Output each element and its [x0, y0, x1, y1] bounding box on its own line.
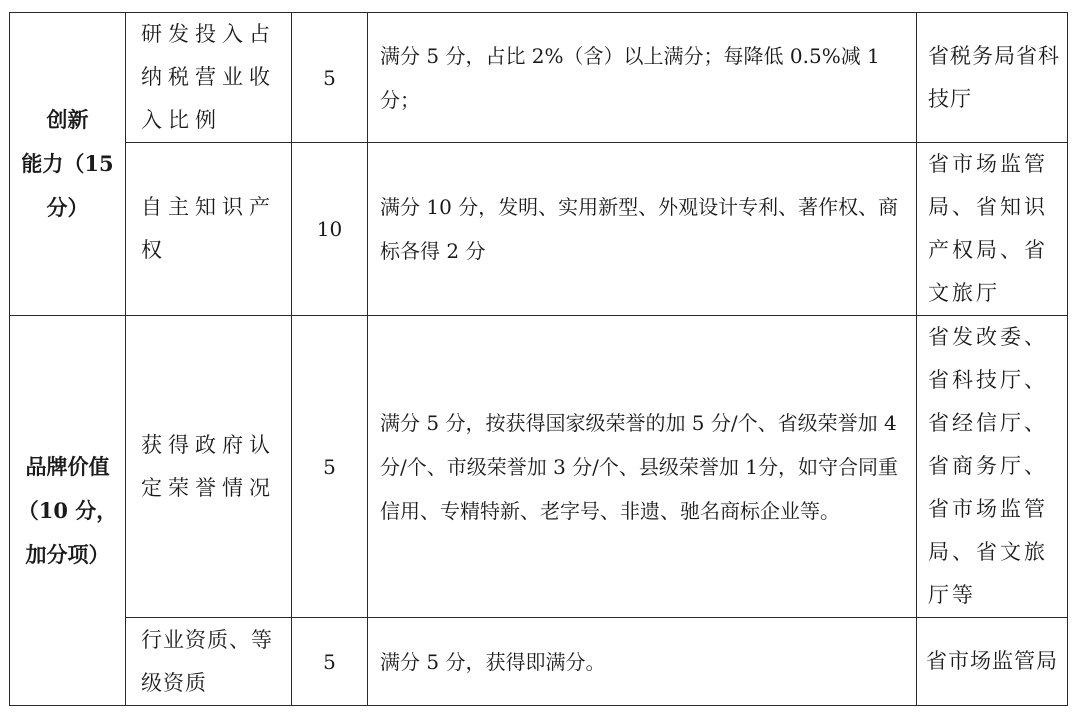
score-cell: 5 — [292, 13, 368, 143]
item-cell: 获得政府认定荣誉情况 — [126, 316, 292, 618]
item-cell: 自主知识产权 — [126, 143, 292, 316]
dept-cell: 省市场监管局 — [917, 618, 1068, 706]
table-row — [10, 618, 1068, 706]
dept-cell: 省市场监管局、省知识产权局、省文旅厅 — [917, 143, 1068, 316]
rule-cell: 满分 5 分，占比 2%（含）以上满分；每降低 0.5%减 1 分； — [368, 13, 917, 143]
category-cell — [10, 316, 126, 706]
dept-cell: 省发改委、省科技厅、省经信厅、省商务厅、省市场监管局、省文旅厅等 — [917, 316, 1068, 618]
category-line: （10 分， — [17, 497, 118, 523]
rule-cell: 满分 5 分，获得即满分。 — [368, 618, 917, 706]
category-line: 分） — [46, 195, 89, 220]
category-line: 品牌价值 — [25, 453, 110, 479]
rule-cell: 满分 10 分，发明、实用新型、外观设计专利、著作权、商标各得 2 分 — [368, 143, 917, 316]
item-cell: 行业资质、等级资质 — [126, 618, 292, 706]
category-cell — [10, 13, 126, 316]
score-cell: 5 — [292, 316, 368, 618]
score-cell: 5 — [292, 618, 368, 706]
category-line: 加分项） — [25, 541, 110, 567]
table-row — [10, 143, 1068, 316]
category-line: 创新 — [46, 107, 89, 132]
item-cell: 研发投入占纳税营业收入比例 — [126, 13, 292, 143]
table-row — [10, 13, 1068, 143]
scoring-table — [9, 12, 1068, 706]
dept-cell: 省税务局省科技厅 — [917, 13, 1068, 143]
score-cell: 10 — [292, 143, 368, 316]
cropped-next-line — [0, 710, 1074, 720]
rule-cell: 满分 5 分，按获得国家级荣誉的加 5 分/个、省级荣誉加 4 分/个、市级荣誉加 3 分/个、县级荣誉加 1分，如守合同重信用、专精特新、老字号、非遗、驰名商标企业等。 — [368, 316, 917, 618]
table-row — [10, 316, 1068, 618]
category-line: 能力（15 — [21, 151, 114, 176]
